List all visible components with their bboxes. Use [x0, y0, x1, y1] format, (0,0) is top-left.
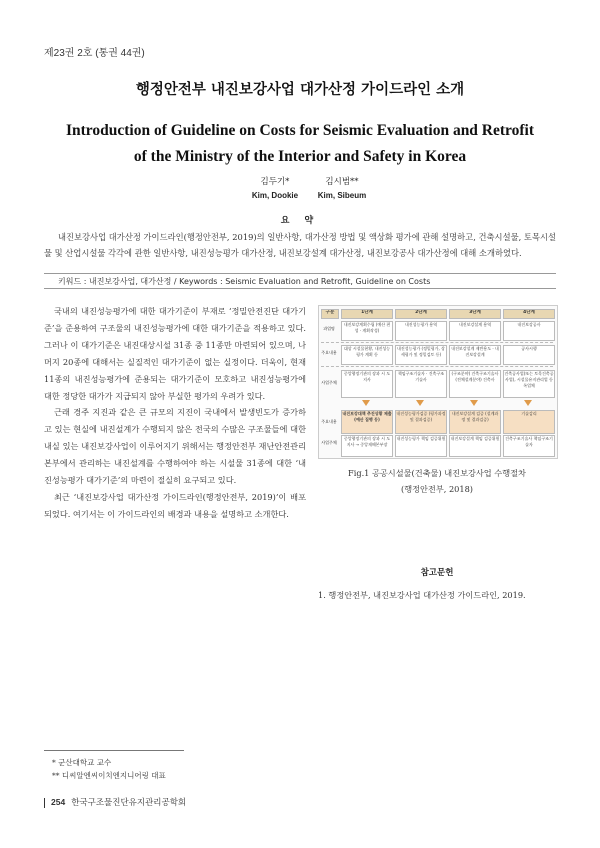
page-footer: [44, 796, 186, 808]
fig-cell-2-4: 공사시행: [503, 345, 555, 365]
fig-cell-1-2: 내진성능평가 용역: [395, 321, 447, 341]
figure-caption: [318, 465, 556, 497]
fig-divider: [321, 342, 553, 343]
title-english-line1: Introduction of Guideline on Costs for Seismic Evaluation and Retrofit: [65, 122, 535, 139]
body-text: [44, 303, 306, 523]
fig-cell-5-3: 내진보강설계 책임 검증위원: [449, 435, 501, 457]
fig-cell-5-4: 건축구조기술사 책임구조기술자: [503, 435, 555, 457]
fig-cell-4-3: 내진보강설계 검증 (설계과정 및 결과검증): [449, 410, 501, 434]
body-paragraph-1: 국내의 내진성능평가에 대한 대가기준이 부재로 ‘정밀안전진단 대가기준’을 준용하여 구조물의 내진성능평가에 대한 대가기준을 적용하고 있다. 그러나 이 대가기준은 내진대상시설 31종 중 11종만 마련되어 있으며, 나머지 20종에 대해서는 실질적인 대가기준이 없는 실정이다. 더욱이, 현재 11종의 내진성능평가에 준용되는 대가기준이 모호하고 내진성능평가에 대한 정당한 대가가 지급되지 않아 부실한 평가의 우려가 있다.: [44, 306, 306, 401]
footer-bar: [44, 798, 45, 808]
fig-header-1: 1단계: [341, 309, 393, 319]
fig-cell-4-2: 내진성능평가검증 (평가과정 및 결과검증): [395, 410, 447, 434]
figure-caption-line2: (행정안전부, 2018): [401, 484, 473, 494]
fig-cell-4-1: 내진보강대책 추진상황 제출 (예산 집행 등): [341, 410, 393, 434]
fig-cell-1-3: 내진보강설계 용역: [449, 321, 501, 341]
fig-row-label-4: 주요내용: [321, 419, 337, 424]
fig-header-2: 2단계: [395, 309, 447, 319]
title-english: [60, 118, 540, 170]
fig-cell-1-4: 내진보강공사: [503, 321, 555, 341]
reference-item: 1. 행정안전부, 내진보강사업 대가산정 가이드라인, 2019.: [318, 590, 526, 600]
fig-cell-1-1: 내진보강계획수립 (예산 편성 · 계획작성): [341, 321, 393, 341]
fig-header-0: 구분: [321, 309, 339, 319]
title-korean: 행정안전부 내진보강사업 대가산정 가이드라인 소개: [135, 82, 465, 98]
fig-arrow-down-icon: [362, 400, 370, 406]
journal-name: 한국구조물진단유지관리공학회: [71, 797, 187, 807]
fig-cell-2-1: 대상 시설물현황, 내진성능평가 계획 등: [341, 345, 393, 365]
footnote-2: ** 디씨알엔씨이치엔지니어링 대표: [52, 771, 166, 780]
figure-procedure-diagram: [318, 305, 558, 459]
fig-cell-2-2: 내진성능평가 (정밀평가, 상세평가 및 정밀검토 등): [395, 345, 447, 365]
fig-arrow-down-icon: [470, 400, 478, 406]
abstract-text: 내진보강사업 대가산정 가이드라인(행정안전부, 2019)의 일반사항, 대가산정 방법 및 액상화 평가에 관해 설명하고, 건축시설물, 토목시설물 및 산업시설물 각각에 관한 일반사항, 내진성능평가 대가산정, 내진보강설계 대가산정, 내진보강공사 대가산정에 대해 소개하였다.: [44, 232, 556, 258]
author-1-name-en: Kim, Dookie: [251, 191, 299, 200]
author-2: [312, 175, 372, 203]
fig-cell-5-1: 중앙행정기관의 장과 시 도지사 → 중앙재해본부장: [341, 435, 393, 457]
author-1: [245, 175, 305, 203]
fig-row-label-3: 사업주체: [321, 380, 337, 385]
author-2-name-kr: 김시범**: [325, 177, 359, 187]
footnote-1: * 군산대학교 교수: [52, 758, 112, 767]
body-paragraph-2: 근래 경주 지진과 같은 큰 규모의 지진이 국내에서 발생빈도가 증가하고 있는 현실에 내진설계가 수행되지 않은 전국의 수많은 구조물들에 대한 내실 있는 내진보강사업이 이루어지기 위해서는 행정안전부 재난안전관리본부에서 관리하는 내진설계를 수행하여야 하는 시설물 31종에 대한 ‘내진성능평가 대가기준’의 마련이 절실히 요구되고 있다.: [44, 407, 306, 486]
fig-row-label-2: 주요내용: [321, 350, 337, 355]
keywords: 키워드 : 내진보강사업, 대가산정 / Keywords : Seismic Evaluation and Retrofit, Guideline on Costs: [44, 273, 556, 289]
author-2-name-en: Kim, Sibeum: [317, 191, 367, 200]
fig-cell-5-2: 내진성능평가 책임 검증위원: [395, 435, 447, 457]
fig-arrow-down-icon: [524, 400, 532, 406]
author-1-name-kr: 김두기*: [260, 177, 290, 187]
fig-cell-3-4: 건축공사업(또는 토목건축공사업), 시설물유지관리업 등록업체: [503, 370, 555, 398]
fig-arrow-down-icon: [416, 400, 424, 406]
fig-cell-4-4: 기술감리: [503, 410, 555, 434]
fig-row-label-1: 과업명: [323, 326, 335, 331]
fig-header-4: 4단계: [503, 309, 555, 319]
issue-header: 제23권 2호 (통권 44권): [44, 48, 145, 59]
footnote-divider: [44, 750, 184, 751]
fig-cell-3-3: (구조분야) 건축구조기술사 (전체설계분야) 건축사: [449, 370, 501, 398]
figure-caption-line1: Fig.1 공공시설물(건축물) 내진보강사업 수행절차: [348, 468, 526, 478]
fig-row-label-5: 사업주체: [321, 440, 337, 445]
fig-cell-3-2: 책임구조기술자 · 건축구조기술사: [395, 370, 447, 398]
fig-header-3: 3단계: [449, 309, 501, 319]
fig-cell-2-3: 내진보강설계 제반용도 · 내진보강설계: [449, 345, 501, 365]
fig-divider: [321, 366, 553, 367]
body-paragraph-3: 최근 ‘내진보강사업 대가산정 가이드라인(행정안전부, 2019)’이 배포되었다. 여기서는 이 가이드라인의 배경과 내용을 설명하고 소개한다.: [44, 491, 306, 519]
title-english-line2: of the Ministry of the Interior and Safety in Korea: [133, 148, 467, 165]
fig-cell-3-1: 중앙행정기관의 장과 시 도지사: [341, 370, 393, 398]
page-number: 254: [51, 797, 66, 807]
abstract-heading: 요 약: [280, 216, 320, 226]
references-heading: 참고문헌: [420, 568, 454, 578]
